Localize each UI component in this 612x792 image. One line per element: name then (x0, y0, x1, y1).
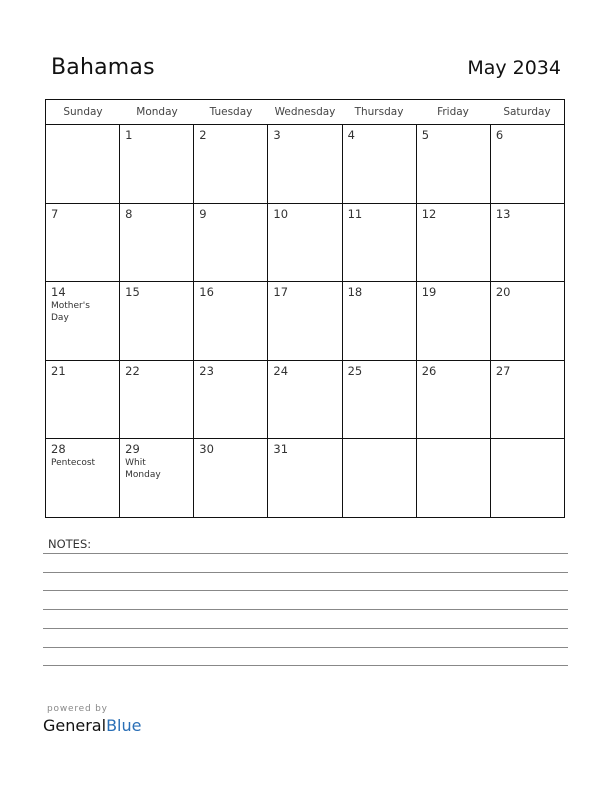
week-row (46, 439, 564, 517)
week-row (46, 204, 564, 283)
day-cell (491, 361, 564, 439)
day-cell (343, 125, 417, 203)
day-cell (417, 125, 491, 203)
day-number: 13 (495, 206, 511, 221)
day-number: 15 (125, 285, 140, 300)
generalblue-logo (43, 716, 141, 735)
day-cell (120, 282, 194, 360)
day-number: 12 (421, 206, 437, 221)
day-cell (417, 439, 491, 517)
notes-line (43, 609, 568, 610)
weekday-wednesday: Wednesday (274, 106, 336, 118)
day-cell (343, 282, 417, 360)
day-cell (417, 361, 491, 439)
day-cell (194, 204, 268, 282)
week-row (46, 125, 564, 204)
day-number: 31 (273, 442, 289, 457)
day-number: 10 (273, 206, 289, 221)
day-number: 27 (495, 363, 511, 378)
notes-line (43, 647, 568, 648)
week-row (46, 361, 564, 440)
day-cell (194, 125, 268, 203)
weekday-tuesday: Tuesday (209, 106, 253, 118)
day-number: 24 (273, 363, 289, 378)
month-year-title: May 2034 (467, 57, 561, 79)
day-cell (194, 361, 268, 439)
weekday-saturday: Saturday (503, 106, 551, 118)
day-cell (46, 125, 120, 203)
day-number: 20 (495, 285, 511, 300)
day-cell (268, 282, 342, 360)
brand-blue: Blue (106, 716, 142, 735)
day-number: 22 (125, 363, 140, 378)
day-cell (268, 125, 342, 203)
notes-label: NOTES: (48, 537, 92, 551)
weekday-header-row (46, 100, 564, 125)
day-number: 6 (495, 128, 504, 142)
holiday-label: Whit Monday (125, 458, 161, 481)
day-cell (46, 439, 120, 517)
day-number: 5 (421, 128, 430, 142)
day-cell (343, 361, 417, 439)
notes-line (43, 590, 568, 591)
day-number: 7 (51, 206, 59, 221)
day-number: 18 (347, 285, 363, 300)
brand-general: General (43, 716, 107, 735)
day-number: 11 (347, 206, 363, 221)
weekday-monday: Monday (136, 106, 178, 118)
day-cell (491, 125, 564, 203)
holiday-label: Mother's Day (51, 301, 90, 324)
weekday-friday: Friday (437, 106, 469, 118)
day-number: 21 (51, 363, 66, 378)
day-cell (46, 361, 120, 439)
day-cell (343, 439, 417, 517)
day-number: 1 (125, 128, 133, 142)
day-number: 25 (347, 363, 363, 378)
weekday-sunday: Sunday (63, 106, 103, 118)
day-number: 4 (347, 128, 355, 142)
day-cell (194, 439, 268, 517)
day-cell (268, 204, 342, 282)
weekday-thursday: Thursday (354, 106, 404, 118)
day-cell (46, 204, 120, 282)
day-cell (120, 439, 194, 517)
day-cell (343, 204, 417, 282)
day-number: 14 (51, 285, 66, 300)
day-cell (491, 204, 564, 282)
week-row (46, 282, 564, 361)
day-number: 17 (273, 285, 289, 300)
day-cell (417, 282, 491, 360)
holiday-label: Pentecost (51, 458, 96, 469)
day-number: 23 (199, 363, 214, 378)
day-cell (46, 282, 120, 360)
powered-by-text: powered by (47, 704, 108, 714)
notes-line (43, 553, 568, 554)
day-number: 30 (199, 442, 214, 457)
day-number: 28 (51, 442, 66, 457)
notes-line (43, 628, 568, 629)
day-number: 2 (199, 128, 207, 142)
notes-line (43, 572, 568, 573)
day-cell (120, 204, 194, 282)
day-cell (417, 204, 491, 282)
day-number: 8 (125, 206, 133, 221)
day-number: 29 (125, 442, 140, 457)
day-cell (491, 439, 564, 517)
day-number: 19 (421, 285, 437, 300)
day-cell (491, 282, 564, 360)
calendar-grid (45, 99, 565, 518)
day-cell (268, 439, 342, 517)
day-cell (120, 361, 194, 439)
day-number: 3 (273, 128, 281, 142)
day-cell (268, 361, 342, 439)
day-cell (194, 282, 268, 360)
day-cell (120, 125, 194, 203)
day-number: 16 (199, 285, 214, 300)
day-number: 9 (199, 206, 207, 221)
country-title: Bahamas (51, 55, 155, 80)
day-number: 26 (421, 363, 437, 378)
notes-line (43, 665, 568, 666)
